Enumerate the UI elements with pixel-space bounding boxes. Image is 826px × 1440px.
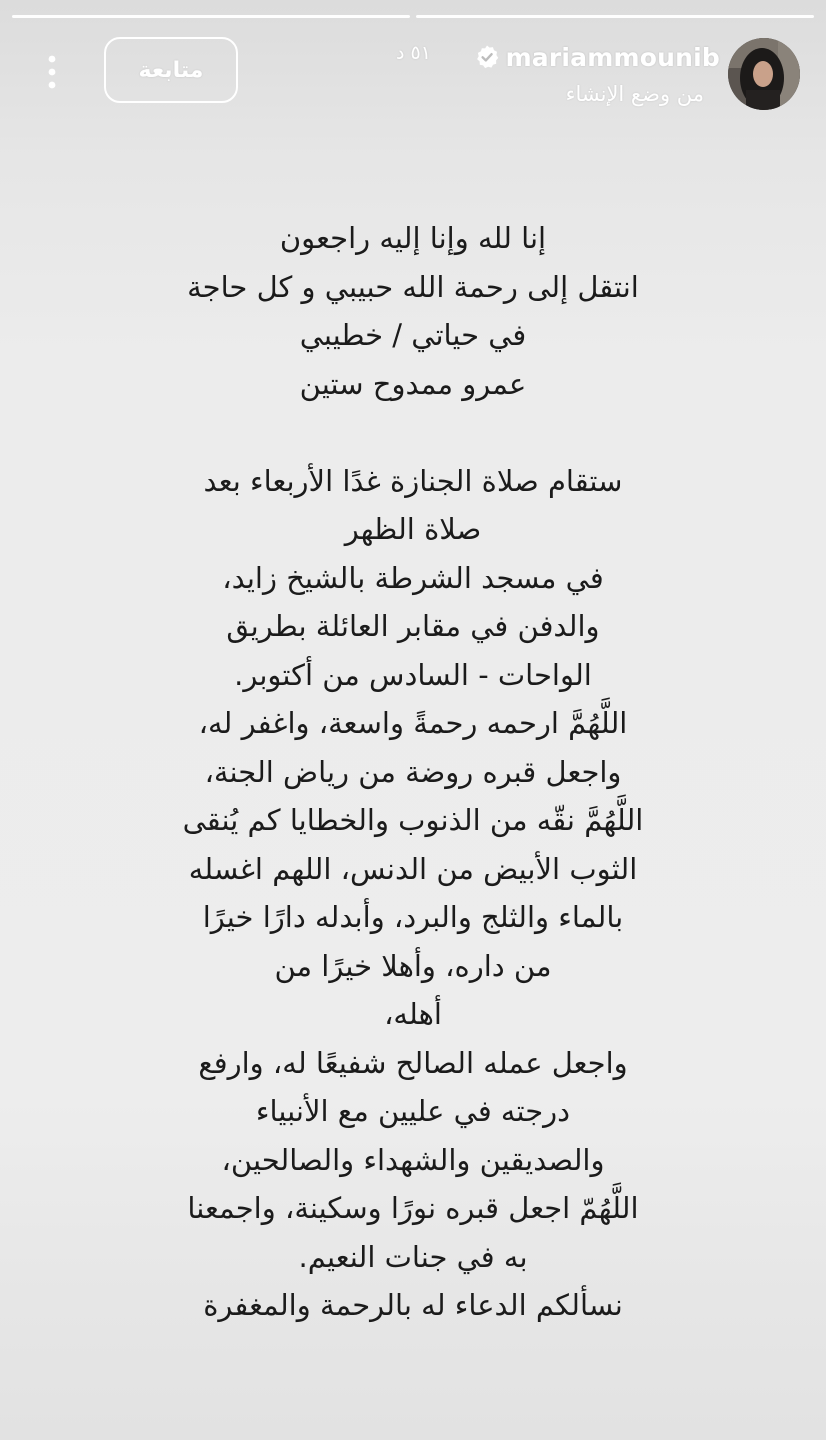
story-text-line: من داره، وأهلا خيرًا من xyxy=(274,948,552,983)
story-text-line: أهله، xyxy=(384,997,442,1031)
story-text-line: الواحات - السادس من أكتوبر. xyxy=(234,657,592,692)
avatar-image xyxy=(728,38,800,110)
story-text-spacer xyxy=(120,408,706,457)
story-text-line: والصديقين والشهداء والصالحين، xyxy=(221,1142,605,1177)
story-text-line: انتقل إلى رحمة الله حبيبي و كل حاجة xyxy=(187,269,639,304)
story-text-line: واجعل عمله الصالح شفيعًا له، وارفع xyxy=(198,1045,628,1080)
story-text-line: ستقام صلاة الجنازة غدًا الأربعاء بعد xyxy=(203,463,623,498)
story-text-line: في حياتي / خطيبي xyxy=(299,318,527,352)
story-progress-segment-1 xyxy=(12,15,410,18)
follow-button[interactable]: متابعة xyxy=(104,37,238,103)
story-header xyxy=(0,30,826,120)
story-text-line: اللَّهُمّ اجعل قبره نورًا وسكينة، واجمعنا xyxy=(187,1191,639,1225)
story-text-line: والدفن في مقابر العائلة بطريق xyxy=(226,609,600,643)
story-text-line: درجته في عليين مع الأنبياء xyxy=(255,1094,571,1128)
story-text-line: إنا لله وإنا إليه راجعون xyxy=(279,221,547,255)
story-text-line: في مسجد الشرطة بالشيخ زايد، xyxy=(222,560,604,595)
story-progress-segment-2 xyxy=(416,15,814,18)
story-text-line: به في جنات النعيم. xyxy=(298,1239,528,1274)
story-text-line: بالماء والثلج والبرد، وأبدله دارًا خيرًا xyxy=(202,900,624,934)
story-text-line: عمرو ممدوح ستين xyxy=(299,366,527,401)
story-text-line: الثوب الأبيض من الدنس، اللهم اغسله xyxy=(188,851,638,886)
story-text-line: اللَّهُمَّ ارحمه رحمةً واسعة، واغفر له، xyxy=(198,706,628,740)
story-text xyxy=(120,214,706,1330)
avatar[interactable] xyxy=(728,38,800,110)
story-text-line: واجعل قبره روضة من رياض الجنة، xyxy=(204,754,622,789)
story-timestamp: ٥١ د xyxy=(396,42,431,64)
username[interactable]: mariammounib xyxy=(505,42,720,72)
story-subtitle: من وضع الإنشاء xyxy=(565,82,704,106)
more-vertical-icon xyxy=(46,54,58,90)
verified-badge-icon xyxy=(474,44,500,70)
more-options-button[interactable] xyxy=(34,52,70,92)
username-row[interactable] xyxy=(474,42,720,72)
story-text-line: اللَّهُمَّ نقّه من الذنوب والخطايا كم يُنقى xyxy=(182,803,644,837)
story-text-line: نسألكم الدعاء له بالرحمة والمغفرة xyxy=(203,1288,623,1322)
story-text-line: صلاة الظهر xyxy=(344,512,482,546)
